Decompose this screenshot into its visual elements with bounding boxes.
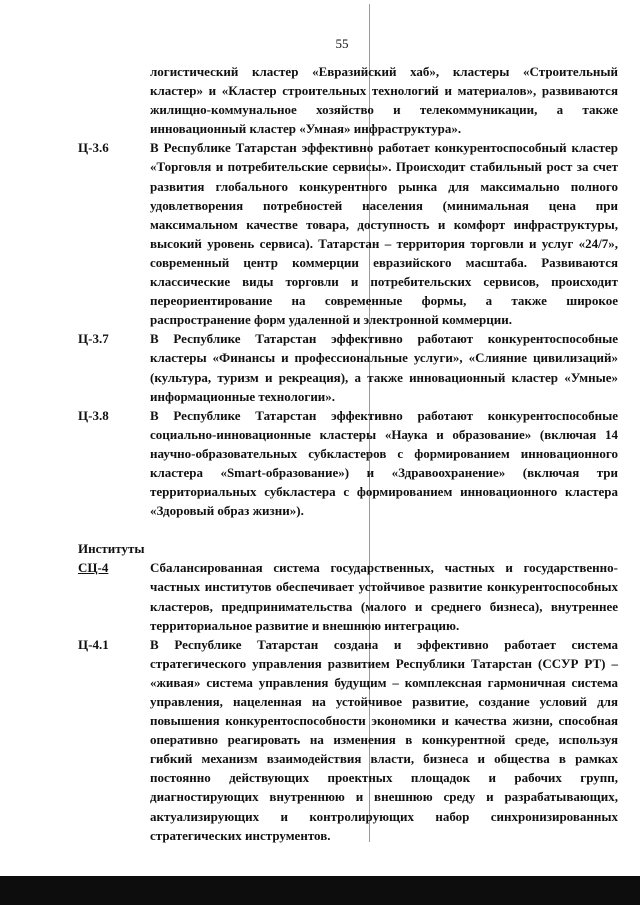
entry-code: Ц-3.6 <box>78 140 109 156</box>
section-heading: Институты <box>78 541 145 557</box>
entry-c-3-8 <box>78 406 618 521</box>
entry-code: Ц-4.1 <box>78 636 109 652</box>
entry-c-4-1 <box>78 635 618 845</box>
entry-c-3-7 <box>78 329 618 405</box>
entry-code: Ц-3.8 <box>78 407 109 423</box>
scan-bottom-edge <box>0 876 640 905</box>
document-page <box>78 62 618 845</box>
entry-text: В Республике Татарстан эффективно работает конкурентоспособный кластер «Торговля и потребительские сервисы». Происходит стабильный рост за счет развития глобального конкурентного рынка для максимально полного удовлетворения потребностей населения (минимальная цена при максимальном качестве товара, доступность и комфорт инфраструктуры, высокий уровень сервиса). Татарстан – территория торговли и услуг «24/7», современный центр коммерции евразийского масштаба. Развиваются классические виды торговли и потребительских сервисов, происходит переориентирование на современные формы, а также широкое распространение форм удаленной и электронной коммерции. <box>150 140 618 328</box>
entry-c-3-6 <box>78 138 618 329</box>
entry-sc-4 <box>78 558 618 634</box>
entry-text: В Республике Татарстан эффективно работают конкурентоспособные кластеры «Финансы и профессиональные услуги», «Слияние цивилизаций» (культура, туризм и рекреация), а также инновационный кластер «Умные» информационные технологии». <box>150 331 618 404</box>
entry-code: СЦ-4 <box>78 560 109 576</box>
entry-code: Ц-3.7 <box>78 331 109 347</box>
entry-text: В Республике Татарстан создана и эффективно работает система стратегического управления развитием Республики Татарстан (ССУР РТ) – «живая» система управления будущим – комплексная гармоничная система управления, нацеленная на устойчивое развитие, создание условий для повышения конкурентоспособности экономики и качества жизни, способная оперативно реагировать на изменения в конкурентной среде, используя гибкий механизм взаимодействия власти, бизнеса и общества в рамках постоянно действующих проектных площадок и рабочих групп, диагностирующих внутреннюю и внешнюю среду и разрабатывающих, актуализирующих и контролирующих набор синхронизированных стратегических инструментов. <box>150 636 618 843</box>
intro-entry <box>78 62 618 138</box>
entry-text: В Республике Татарстан эффективно работают конкурентоспособные социально-инновационные кластеры «Наука и образование» (включая 14 научно-образовательных субкластеров с формированием инновационного кластера «Smart-образование») и «Здравоохранение» (включая три территориальных субкластера с формированием инновационного кластера «Здоровый образ жизни»). <box>150 407 618 519</box>
page-number: 55 <box>335 36 349 51</box>
entry-text: Сбалансированная система государственных, частных и государственно-частных институтов обеспечивает устойчивое развитие конкурентоспособных кластеров, предпринимательства (малого и среднего бизнеса), внутреннее территориальное развитие и внешнюю интеграцию. <box>150 560 618 633</box>
intro-paragraph: логистический кластер «Евразийский хаб», кластеры «Строительный кластер» и «Кластер строительных технологий и материалов», развиваются жилищно-коммунальное хозяйство и телекоммуникации, а также инновационный кластер «Умная» инфраструктура». <box>150 64 618 137</box>
